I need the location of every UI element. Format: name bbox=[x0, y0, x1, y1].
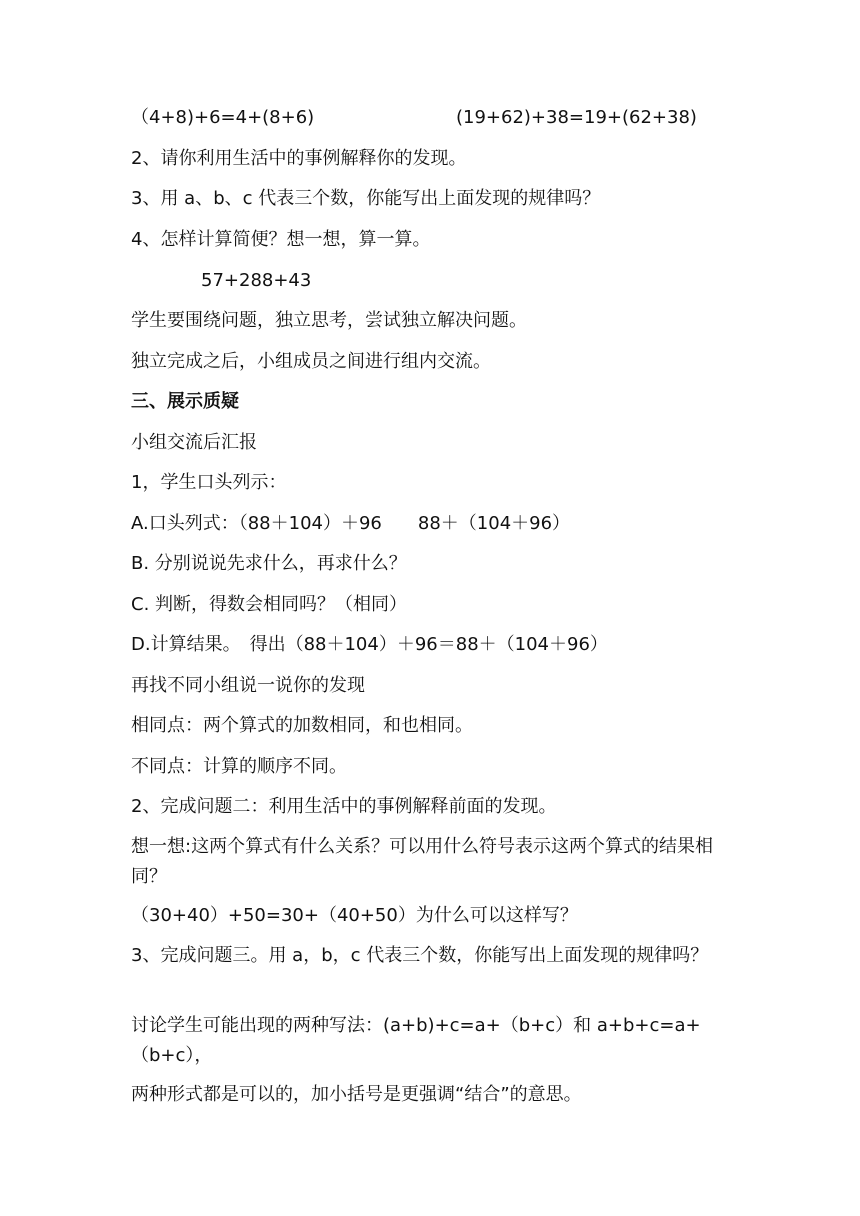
paragraph-line: （30+40）+50=30+（40+50）为什么可以这样写？ bbox=[131, 905, 578, 926]
paragraph-wrapped: 讨论学生可能出现的两种写法：(a+b)+c=a+（b+c）和 a+b+c=a+（b+c）， bbox=[131, 1015, 701, 1066]
paragraph-line: 小组交流后汇报 bbox=[131, 432, 257, 453]
question-3: 3、用 a、b、c 代表三个数，你能写出上面发现的规律吗？ bbox=[131, 188, 601, 209]
example-expression: 57+288+43 bbox=[201, 270, 312, 291]
equation-right: (19+62)+38=19+(62+38) bbox=[456, 107, 697, 128]
paragraph-line: 相同点：两个算式的加数相同，和也相同。 bbox=[131, 715, 473, 736]
section-heading: 三、展示质疑 bbox=[131, 391, 239, 412]
equation-line bbox=[131, 105, 741, 131]
paragraph-line: 再找不同小组说一说你的发现 bbox=[131, 675, 365, 696]
question-2: 2、请你利用生活中的事例解释你的发现。 bbox=[131, 148, 467, 169]
question-4: 4、怎样计算简便？想一想，算一算。 bbox=[131, 229, 431, 250]
list-item: B. 分别说说先求什么，再求什么？ bbox=[131, 553, 407, 574]
list-item: C. 判断，得数会相同吗？（相同） bbox=[131, 594, 408, 615]
paragraph-line: 两种形式都是可以的，加小括号是更强调“结合”的意思。 bbox=[131, 1084, 582, 1105]
paragraph-line: 学生要围绕问题，独立思考，尝试独立解决问题。 bbox=[131, 310, 527, 331]
paragraph-wrapped: 想一想:这两个算式有什么关系？可以用什么符号表示这两个算式的结果相同？ bbox=[131, 836, 714, 887]
paragraph-line: 独立完成之后，小组成员之间进行组内交流。 bbox=[131, 351, 491, 372]
paragraph-line: 不同点：计算的顺序不同。 bbox=[131, 756, 347, 777]
list-item: D.计算结果。 得出（88＋104）＋96＝88＋（104＋96） bbox=[131, 634, 608, 655]
paragraph-wrapped: 3、完成问题三。用 a，b，c 代表三个数，你能写出上面发现的规律吗？ bbox=[131, 945, 709, 966]
equation-left: （4+8)+6=4+(8+6) bbox=[131, 107, 315, 128]
list-item: 1，学生口头列示： bbox=[131, 472, 287, 493]
list-item: A.口头列式：（88＋104）＋96 88＋（104＋96） bbox=[131, 513, 571, 534]
list-item: 2、完成问题二：利用生活中的事例解释前面的发现。 bbox=[131, 796, 557, 817]
